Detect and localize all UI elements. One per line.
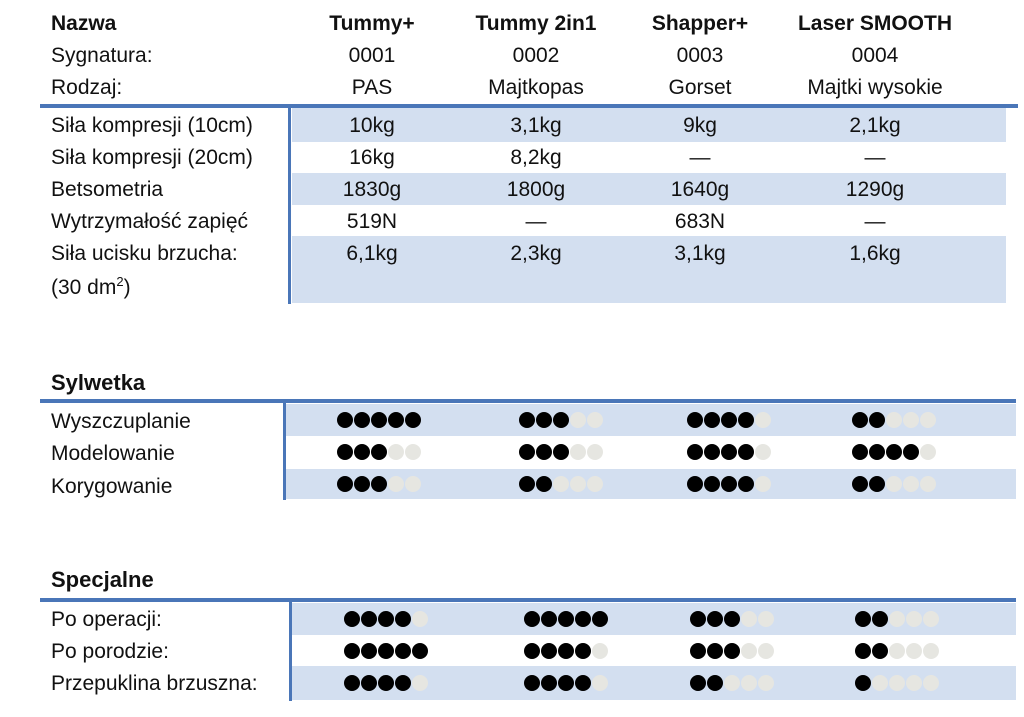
rating-dots (687, 444, 771, 460)
rating-dot-filled (687, 476, 703, 492)
rating-dot-filled (395, 611, 411, 627)
rating-dot-empty (886, 476, 902, 492)
product-signature-4: 0004 (851, 44, 899, 67)
rating-dot-filled (371, 412, 387, 428)
spec-value: 1290g (845, 178, 905, 201)
spec-value: 1800g (506, 178, 566, 201)
rating-dot-filled (721, 444, 737, 460)
rating-dot-filled (371, 444, 387, 460)
rating-dot-empty (741, 675, 757, 691)
spec-label: Siła kompresji (20cm) (51, 146, 253, 169)
rating-dot-empty (923, 611, 939, 627)
section-rule (40, 598, 1016, 602)
rating-label: Korygowanie (51, 475, 173, 498)
rating-dots (690, 611, 774, 627)
rating-dot-filled (558, 675, 574, 691)
rating-dot-filled (337, 444, 353, 460)
rating-dot-filled (690, 643, 706, 659)
rating-dots (690, 675, 774, 691)
rating-label: Przepuklina brzuszna: (51, 672, 258, 695)
rating-dot-filled (687, 412, 703, 428)
rating-dot-empty (724, 675, 740, 691)
rating-dot-filled (553, 444, 569, 460)
rating-dot-filled (721, 412, 737, 428)
spec-value: 1830g (342, 178, 402, 201)
rating-dot-filled (687, 444, 703, 460)
spec-value: — (525, 210, 547, 233)
rating-dot-empty (889, 675, 905, 691)
spec-label: Betsometria (51, 178, 164, 201)
rating-dots (852, 444, 936, 460)
rating-dots (344, 611, 428, 627)
rating-dot-empty (412, 675, 428, 691)
rating-dots (687, 476, 771, 492)
rating-dot-empty (758, 611, 774, 627)
rating-dot-filled (378, 675, 394, 691)
spec-value: 683N (674, 210, 726, 233)
spec-value: 2,3kg (510, 242, 562, 265)
column-divider (289, 600, 292, 701)
rating-dot-filled (337, 476, 353, 492)
rating-dot-filled (524, 611, 540, 627)
rating-dot-empty (889, 643, 905, 659)
rating-dot-empty (872, 675, 888, 691)
rating-dot-filled (344, 611, 360, 627)
spec-label-part: (30 dm (51, 276, 117, 299)
column-divider (288, 106, 291, 304)
rating-dot-filled (536, 444, 552, 460)
rating-dots (344, 675, 428, 691)
rating-dot-filled (558, 611, 574, 627)
rating-dot-filled (724, 611, 740, 627)
spec-label: Siła kompresji (10cm) (51, 114, 253, 137)
rating-dot-empty (412, 611, 428, 627)
product-type-1: PAS (351, 76, 393, 99)
product-signature-3: 0003 (676, 44, 724, 67)
rating-dot-filled (361, 643, 377, 659)
section-title: Sylwetka (51, 370, 146, 395)
rating-dots (519, 412, 603, 428)
rating-dot-filled (855, 643, 871, 659)
product-type-4: Majtki wysokie (807, 76, 943, 99)
rating-dot-filled (704, 412, 720, 428)
spec-value: 3,1kg (510, 114, 562, 137)
rating-dot-filled (869, 444, 885, 460)
product-type-3: Gorset (668, 76, 732, 99)
spec-label-continuation (51, 274, 131, 300)
product-name-3: Shapper+ (651, 12, 749, 35)
rating-dot-empty (755, 444, 771, 460)
rating-dot-empty (906, 611, 922, 627)
rating-dots (855, 643, 939, 659)
rating-dot-filled (903, 444, 919, 460)
rating-dot-filled (524, 675, 540, 691)
rating-dot-empty (388, 476, 404, 492)
rating-label: Po porodzie: (51, 640, 169, 663)
rating-label: Wyszczuplanie (51, 410, 191, 433)
spec-label: Wytrzymałość zapięć (51, 210, 249, 233)
spec-value: 519N (346, 210, 398, 233)
rating-dot-empty (741, 611, 757, 627)
type-label: Rodzaj: (51, 76, 123, 99)
rating-dot-filled (704, 444, 720, 460)
spec-value: 1,6kg (849, 242, 901, 265)
rating-dot-filled (724, 643, 740, 659)
spec-value: 16kg (349, 146, 395, 169)
spec-value: — (864, 210, 886, 233)
rating-dots (344, 643, 428, 659)
rating-dot-filled (541, 643, 557, 659)
spec-value: — (864, 146, 886, 169)
section-title: Specjalne (51, 567, 154, 592)
rating-dot-filled (378, 611, 394, 627)
rating-dot-empty (758, 675, 774, 691)
signature-label: Sygnatura: (51, 44, 153, 67)
product-signature-1: 0001 (348, 44, 396, 67)
rating-dot-filled (704, 476, 720, 492)
rating-dot-filled (852, 444, 868, 460)
rating-dot-filled (344, 675, 360, 691)
rating-dot-filled (707, 643, 723, 659)
rating-dot-empty (923, 675, 939, 691)
rating-dot-filled (592, 611, 608, 627)
rating-dot-empty (906, 675, 922, 691)
rating-dots (337, 444, 421, 460)
rating-dot-empty (570, 412, 586, 428)
rating-dot-filled (337, 412, 353, 428)
rating-dot-filled (361, 675, 377, 691)
rating-dot-filled (738, 444, 754, 460)
spec-value: 2,1kg (849, 114, 901, 137)
spec-label: Siła ucisku brzucha: (51, 242, 238, 265)
rating-dot-filled (541, 675, 557, 691)
section-rule (40, 399, 1016, 403)
rating-label: Modelowanie (51, 442, 175, 465)
rating-dots (687, 412, 771, 428)
rating-dots (852, 412, 936, 428)
rating-dot-filled (855, 611, 871, 627)
rating-dot-filled (405, 412, 421, 428)
rating-dot-filled (707, 675, 723, 691)
rating-dot-empty (920, 412, 936, 428)
spec-value: 3,1kg (674, 242, 726, 265)
rating-dot-filled (721, 476, 737, 492)
product-signature-2: 0002 (512, 44, 560, 67)
section-rule (40, 104, 1018, 108)
rating-dot-filled (886, 444, 902, 460)
rating-dot-empty (889, 611, 905, 627)
spec-label-part: ) (123, 276, 131, 299)
rating-dot-filled (395, 675, 411, 691)
rating-dot-filled (519, 476, 535, 492)
name-label: Nazwa (51, 12, 117, 35)
rating-dot-filled (872, 643, 888, 659)
rating-dot-empty (886, 412, 902, 428)
rating-dot-empty (758, 643, 774, 659)
rating-dot-filled (738, 412, 754, 428)
rating-dots (337, 412, 421, 428)
rating-dot-filled (412, 643, 428, 659)
rating-dots (519, 444, 603, 460)
rating-dot-filled (553, 412, 569, 428)
rating-dots (855, 611, 939, 627)
spec-value: 1640g (670, 178, 730, 201)
rating-dot-empty (755, 412, 771, 428)
rating-dot-filled (536, 476, 552, 492)
rating-dot-empty (405, 444, 421, 460)
rating-dot-filled (575, 643, 591, 659)
product-type-2: Majtkopas (488, 76, 584, 99)
rating-dots (852, 476, 936, 492)
rating-dot-empty (903, 476, 919, 492)
rating-dot-filled (869, 412, 885, 428)
rating-dot-empty (741, 643, 757, 659)
rating-dot-filled (690, 675, 706, 691)
rating-dot-filled (378, 643, 394, 659)
rating-dot-filled (536, 412, 552, 428)
rating-dot-empty (570, 476, 586, 492)
product-name-4: Laser SMOOTH (797, 12, 953, 35)
rating-dot-filled (707, 611, 723, 627)
rating-dot-empty (755, 476, 771, 492)
rating-dot-empty (920, 476, 936, 492)
rating-dot-empty (592, 643, 608, 659)
rating-dot-empty (923, 643, 939, 659)
rating-dot-filled (855, 675, 871, 691)
rating-dots (524, 611, 608, 627)
rating-dot-filled (519, 412, 535, 428)
rating-dot-filled (344, 643, 360, 659)
rating-dot-filled (519, 444, 535, 460)
rating-dot-filled (524, 643, 540, 659)
rating-dot-filled (690, 611, 706, 627)
rating-dot-filled (575, 675, 591, 691)
rating-dot-filled (869, 476, 885, 492)
rating-label: Po operacji: (51, 608, 162, 631)
rating-dot-empty (592, 675, 608, 691)
rating-dot-empty (587, 412, 603, 428)
rating-dot-empty (906, 643, 922, 659)
rating-dot-filled (852, 476, 868, 492)
rating-dot-filled (354, 476, 370, 492)
spec-label-superscript: 2 (116, 274, 124, 289)
column-divider (283, 401, 286, 500)
rating-dot-filled (558, 643, 574, 659)
rating-dot-empty (570, 444, 586, 460)
rating-dot-filled (361, 611, 377, 627)
spec-value: 9kg (683, 114, 717, 137)
rating-dots (855, 675, 939, 691)
rating-dots (519, 476, 603, 492)
rating-dot-filled (388, 412, 404, 428)
rating-dot-empty (920, 444, 936, 460)
spec-value: 6,1kg (346, 242, 398, 265)
rating-dot-empty (553, 476, 569, 492)
rating-dots (524, 643, 608, 659)
rating-dot-filled (354, 412, 370, 428)
spec-value: — (689, 146, 711, 169)
rating-dot-filled (738, 476, 754, 492)
rating-dot-filled (354, 444, 370, 460)
rating-dot-filled (575, 611, 591, 627)
rating-dot-empty (587, 476, 603, 492)
spec-value: 8,2kg (510, 146, 562, 169)
spec-value: 10kg (349, 114, 395, 137)
rating-dot-empty (405, 476, 421, 492)
rating-dots (524, 675, 608, 691)
rating-dots (337, 476, 421, 492)
rating-dot-empty (587, 444, 603, 460)
rating-dot-filled (371, 476, 387, 492)
rating-dot-filled (872, 611, 888, 627)
rating-dot-filled (541, 611, 557, 627)
product-name-1: Tummy+ (329, 12, 415, 35)
rating-dot-empty (388, 444, 404, 460)
rating-dot-empty (903, 412, 919, 428)
rating-dot-filled (852, 412, 868, 428)
rating-dot-filled (395, 643, 411, 659)
product-name-2: Tummy 2in1 (475, 12, 597, 35)
rating-dots (690, 643, 774, 659)
